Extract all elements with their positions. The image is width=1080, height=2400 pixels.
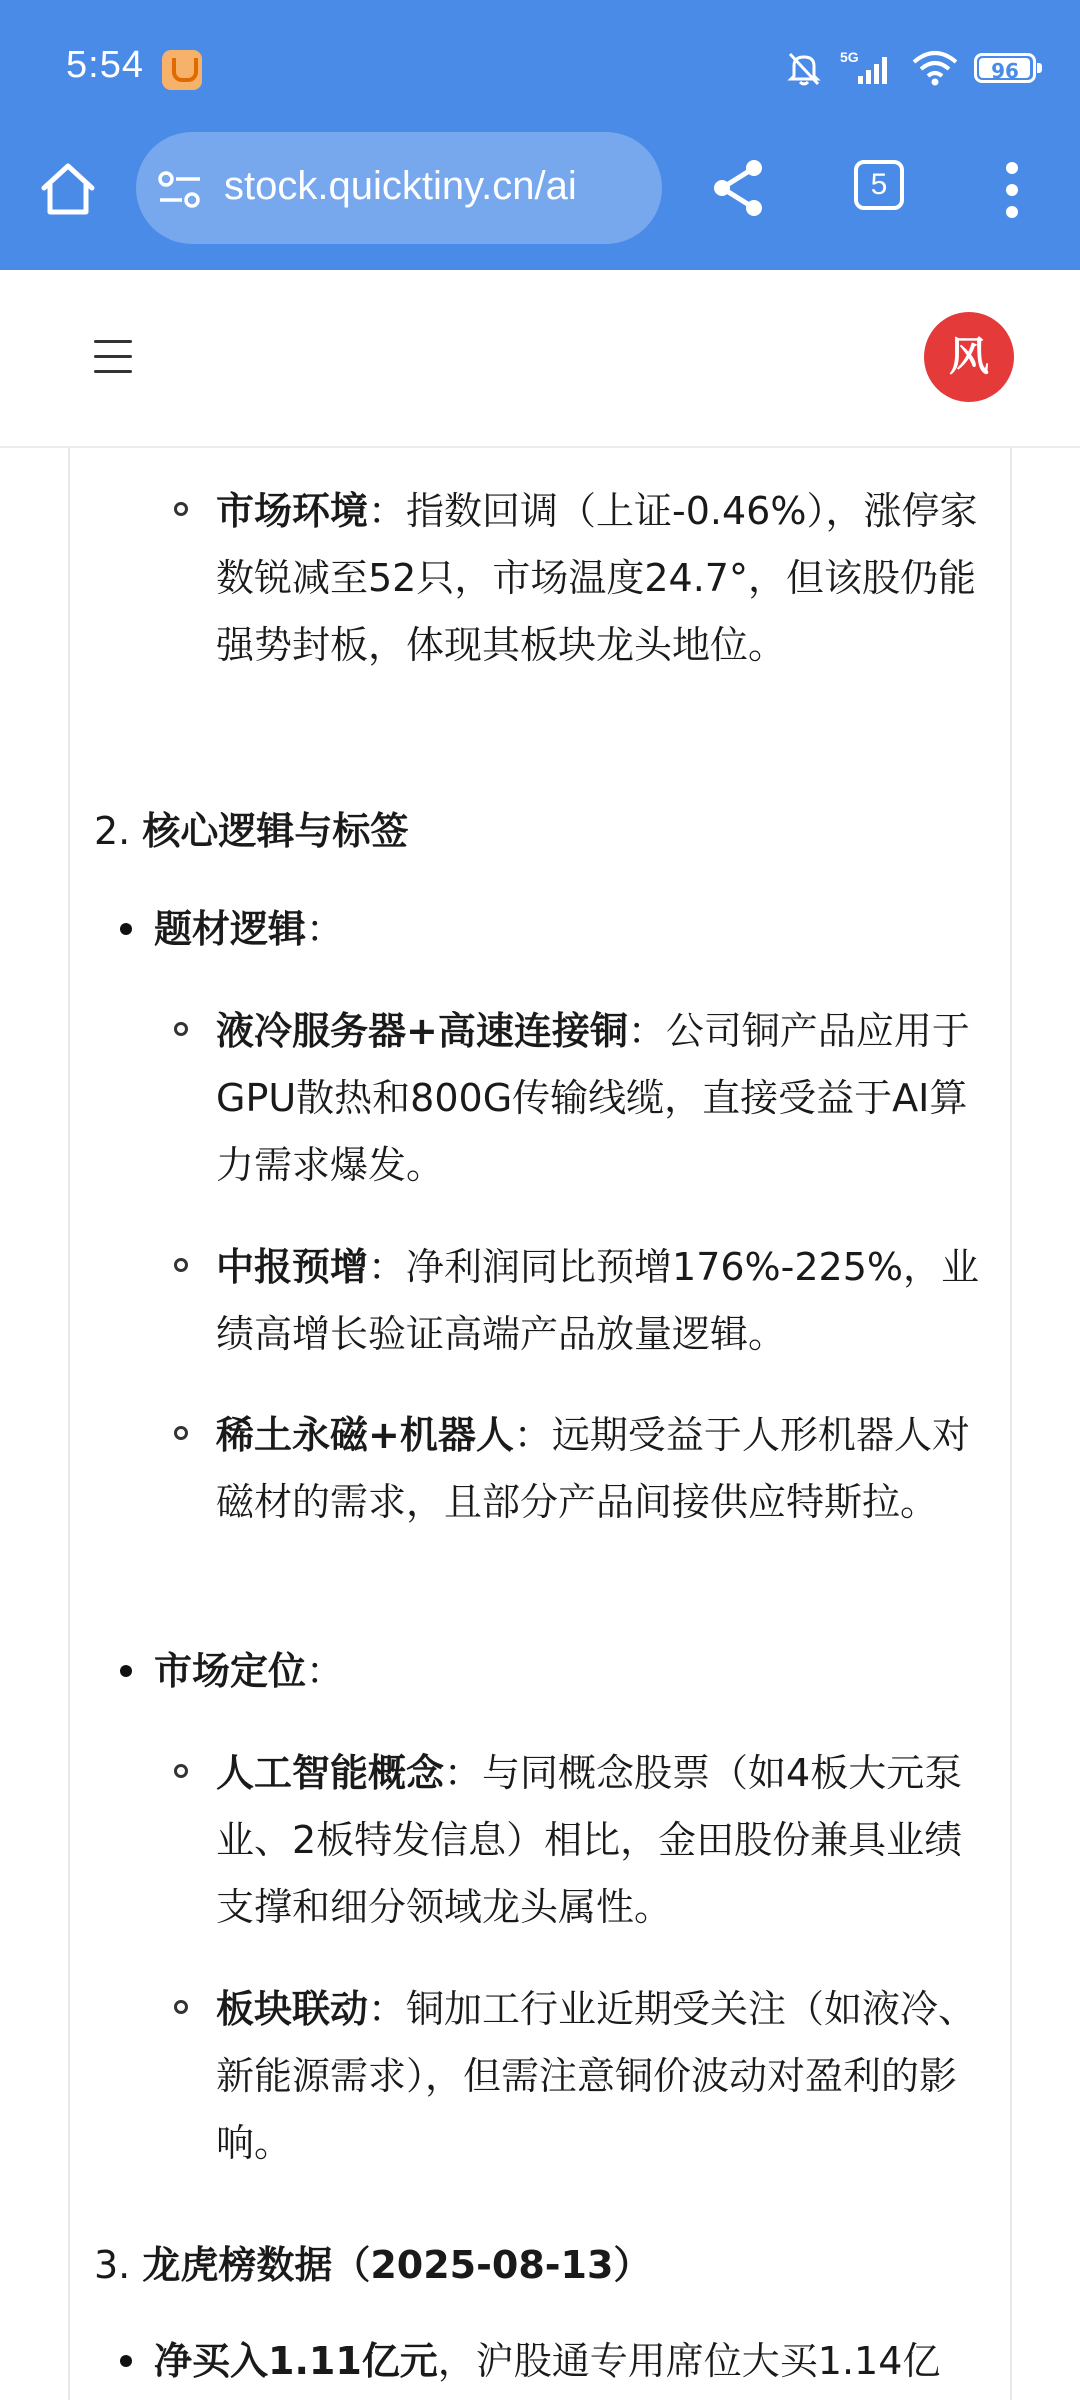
hollow-bullet-icon [174,502,188,516]
hollow-bullet-icon [174,1258,188,1272]
hamburger-menu-icon[interactable] [94,340,132,374]
network-type-label: 5G [840,49,859,65]
address-bar [0,128,1080,248]
browser-chrome [0,0,1080,270]
share-icon[interactable] [706,156,770,220]
bullet-icon [120,2355,132,2367]
user-avatar[interactable]: 风 [924,312,1014,402]
more-options-icon[interactable] [1000,160,1024,220]
article-content [68,448,1012,2400]
hollow-bullet-icon [174,2000,188,2014]
signal-icon [838,48,896,88]
bullet-icon [120,923,132,935]
list-item-rare-earth: 稀土永磁+机器人：远期受益于人形机器人对磁材的需求，且部分产品间接供应特斯拉。 [216,1402,994,1536]
list-item-net-buy: 净买入1.11亿元，沪股通专用席位大买1.14亿 [154,2328,994,2395]
hollow-bullet-icon [174,1764,188,1778]
battery-icon [974,53,1036,83]
battery-level: 96 [991,59,1019,83]
url-field[interactable] [136,132,662,244]
app-notification-icon [162,50,202,90]
list-item-liquid-cooling: 液冷服务器+高速连接铜：公司铜产品应用于GPU散热和800G传输线缆，直接受益于AI算力需求爆发。 [216,998,994,1199]
status-bar [0,0,1080,140]
bullet-icon [120,1665,132,1677]
section-heading-3: 3. 龙虎榜数据（2025-08-13） [94,2243,652,2287]
list-item-ai-concept: 人工智能概念：与同概念股票（如4板大元泵业、2板特发信息）相比，金田股份兼具业绩支撑和细分领域龙头属性。 [216,1740,994,1941]
section-heading-2: 2. 核心逻辑与标签 [94,809,409,853]
list-item-sector-linkage: 板块联动：铜加工行业近期受关注（如液冷、新能源需求），但需注意铜价波动对盈利的影响。 [216,1976,994,2177]
url-text: stock.quicktiny.cn/ai [224,164,577,208]
site-settings-icon[interactable] [156,170,204,210]
hollow-bullet-icon [174,1022,188,1036]
mute-bell-icon [784,48,824,88]
home-icon[interactable] [36,158,100,222]
list-item-theme-logic: 题材逻辑： [154,896,994,963]
list-item-interim-forecast: 中报预增：净利润同比预增176%-225%，业绩高增长验证高端产品放量逻辑。 [216,1234,994,1368]
list-item-market-position: 市场定位： [154,1638,994,1705]
status-icons [784,44,1036,92]
hollow-bullet-icon [174,1426,188,1440]
wifi-icon [910,48,960,88]
status-time: 5:54 [66,44,144,86]
tab-switcher-button[interactable]: 5 [854,160,904,210]
list-item-market-environment: 市场环境：指数回调（上证-0.46%），涨停家数锐减至52只，市场温度24.7°，但该股仍能强势封板，体现其板块龙头地位。 [216,478,994,679]
site-header [0,270,1080,448]
